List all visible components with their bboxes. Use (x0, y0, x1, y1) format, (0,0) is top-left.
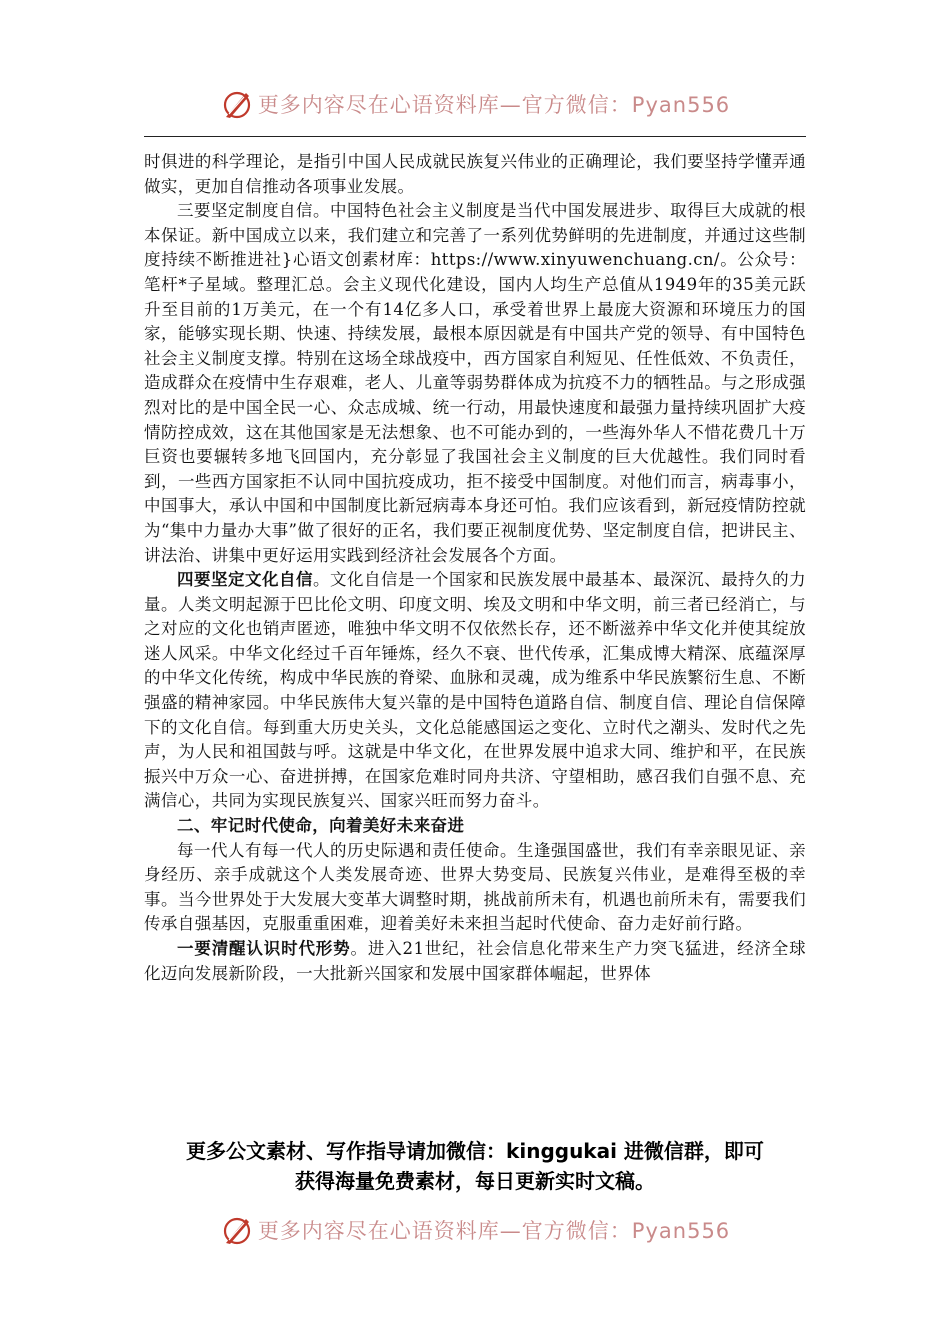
paragraph-4: 每一代人有每一代人的历史际遇和责任使命。生逢强国盛世，我们有幸亲眼见证、亲身经历、亲手成就这个人类发展奇迹、世界大势变局、民族复兴伟业，是难得至极的幸事。当今世界处于大发展大变革大调整时期，挑战前所未有，机遇也前所未有，需要我们传承自强基因，克服重重困难，迎着美好未来担当起时代使命、奋力走好前行路。 (144, 840, 806, 934)
paragraph-3 (144, 568, 806, 814)
header-banner (0, 84, 950, 124)
paragraph-5-text: 。进入21世纪，社会信息化带来生产力突飞猛进，经济全球化迈向发展新阶段，一大批新兴国家和发展中国家群体崛起，世界体 (144, 939, 807, 983)
header-banner-text: 更多内容尽在心语资料库—官方微信：Pyan556 (257, 93, 731, 117)
paragraph-5 (144, 937, 806, 986)
header-divider (144, 136, 806, 137)
quill-pen-icon (220, 1213, 254, 1247)
footer-banner (0, 1210, 950, 1250)
promo-line-1: 更多公文素材、写作指导请加微信：kinggukai 进微信群，即可 (186, 1139, 764, 1163)
quill-pen-icon (220, 87, 254, 121)
document-body (144, 150, 806, 986)
footer-banner-text: 更多内容尽在心语资料库—官方微信：Pyan556 (257, 1219, 731, 1243)
paragraph-3-lead: 四要坚定文化自信 (177, 570, 314, 590)
paragraph-3-text: 。文化自信是一个国家和民族发展中最基本、最深沉、最持久的力量。人类文明起源于巴比伦文明、印度文明、埃及文明和中华文明，前三者已经消亡，与之对应的文化也销声匿迹，唯独中华文明不仅依然长存，还不断滋养中华文化并使其绽放迷人风采。中华文化经过千百年锤炼，经久不衰、世代传承，汇集成博大精深、底蕴深厚的中华文化传统，构成中华民族的脊梁、血脉和灵魂，成为维系中华民族繁衍生息、不断强盛的精神家园。中华民族伟大复兴靠的是中国特色道路自信、制度自信、理论自信保障下的文化自信。每到重大历史关头，文化总能感国运之变化、立时代之潮头、发时代之先声，为人民和祖国鼓与呼。这就是中华文化，在世界发展中追求大同、维护和平，在民族振兴中万众一心、奋进拼搏，在国家危难时同舟共济、守望相助，感召我们自强不息、充满信心，共同为实现民族复兴、国家兴旺而努力奋斗。 (144, 570, 806, 811)
paragraph-1: 时俱进的科学理论，是指引中国人民成就民族复兴伟业的正确理论，我们要坚持学懂弄通做实，更加自信推动各项事业发展。 (144, 152, 806, 196)
paragraph-5-lead: 一要清醒认识时代形势 (177, 939, 351, 958)
section-heading: 二、牢记时代使命，向着美好未来奋进 (177, 816, 465, 836)
promo-notice (100, 1136, 850, 1196)
promo-line-2: 获得海量免费素材，每日更新实时文稿。 (295, 1169, 655, 1193)
paragraph-2: 三要坚定制度自信。中国特色社会主义制度是当代中国发展进步、取得巨大成就的根本保证。新中国成立以来，我们建立和完善了一系列优势鲜明的先进制度，并通过这些制度持续不断推进社}心语文创素材库：https://www.xinyuwenchuang.cn/。公众号：笔杆*子星域。整理汇总。会主义现代化建设，国内人均生产总值从1949年的35美元跃升至目前的1万美元，在一个有14亿多人口，承受着世界上最庞大资源和环境压力的国家，能够实现长期、快速、持续发展，最根本原因就是有中国共产党的领导、有中国特色社会主义制度支撑。特别在这场全球战疫中，西方国家自利短见、任性低效、不负责任，造成群众在疫情中生存艰难，老人、儿童等弱势群体成为抗疫不力的牺牲品。与之形成强烈对比的是中国全民一心、众志成城、统一行动，用最快速度和最强力量持续巩固扩大疫情防控成效，这在其他国家是无法想象、也不可能办到的，一些海外华人不惜花费几十万巨资也要辗转多地飞回国内，充分彰显了我国社会主义制度的巨大优越性。我们同时看到，一些西方国家拒不认同中国抗疫成功，拒不接受中国制度。对他们而言，病毒事小，中国事大，承认中国和中国制度比新冠病毒本身还可怕。我们应该看到，新冠疫情防控就为“集中力量办大事”做了很好的正名，我们要正视制度优势、坚定制度自信，把讲民主、讲法治、讲集中更好运用实践到经济社会发展各个方面。 (144, 201, 806, 565)
